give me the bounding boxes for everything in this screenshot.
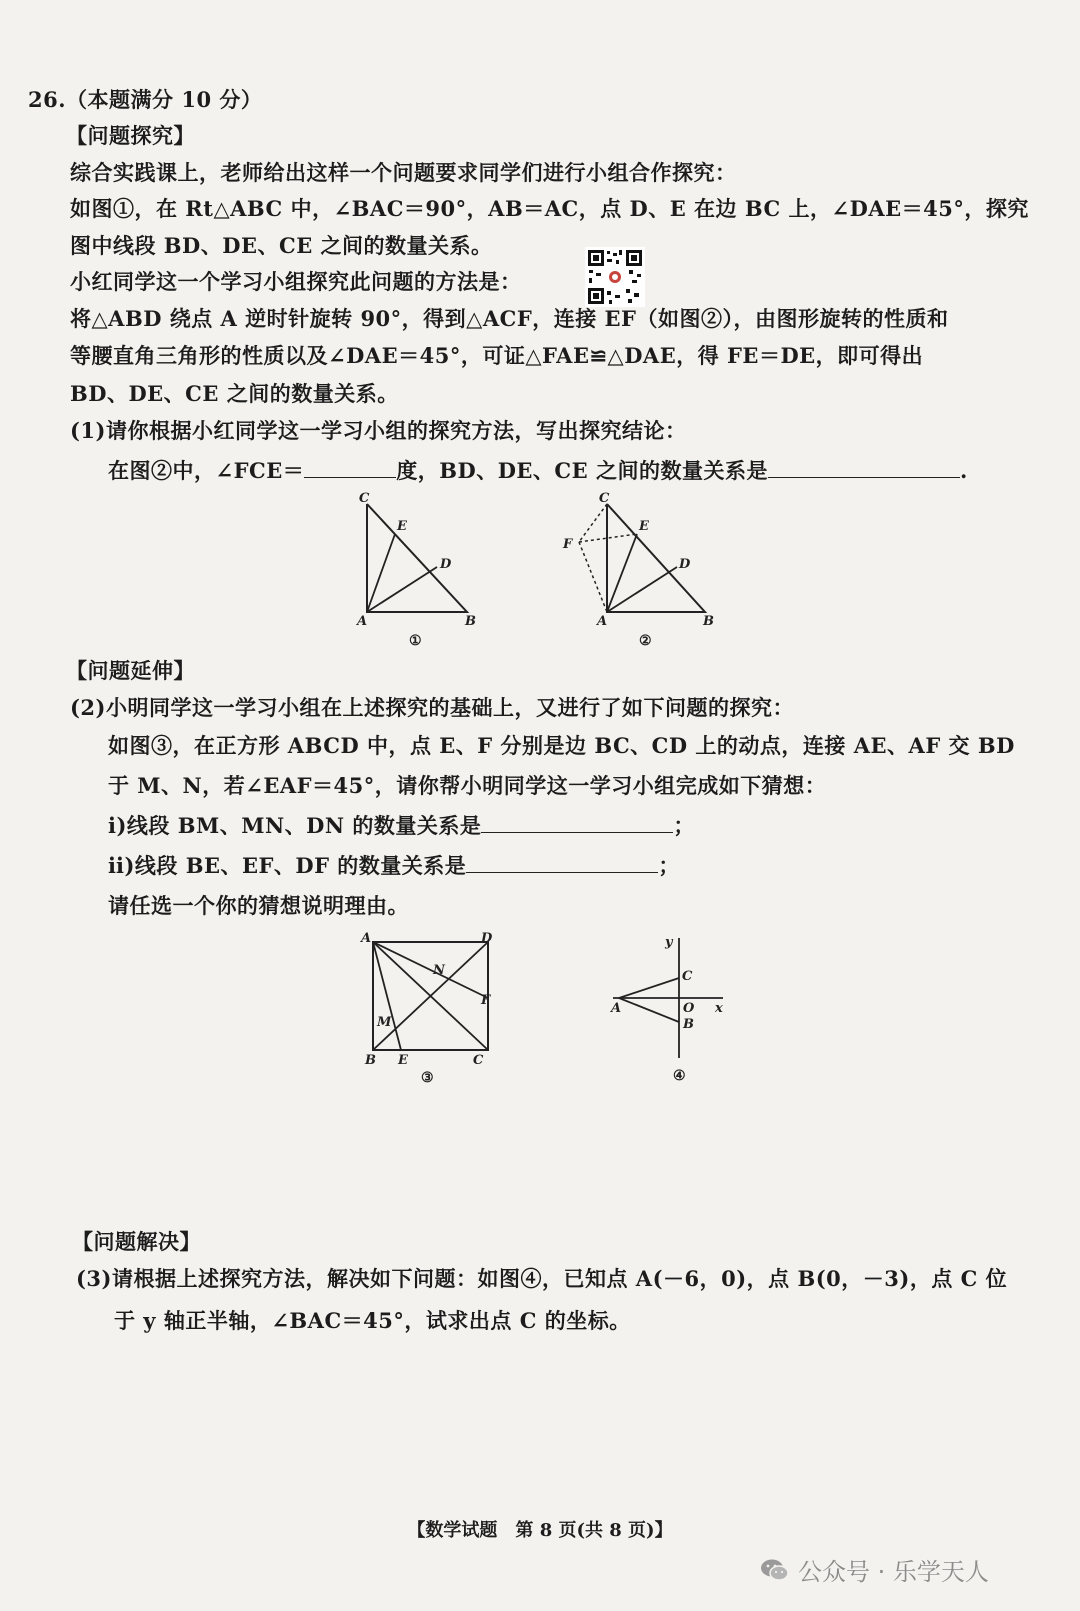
point-label: A <box>361 931 372 946</box>
text-line: 如图①，在 Rt△ABC 中，∠BAC＝90°，AB＝AC，点 D、E 在边 BC 上，∠DAE＝45°，探究 <box>70 196 1029 221</box>
text-span: ； <box>673 813 695 838</box>
text-line: (2)小明同学这一学习小组在上述探究的基础上，又进行了如下问题的探究： <box>70 695 794 720</box>
point-label: B <box>703 614 714 629</box>
figure-caption: ③ <box>421 1070 434 1086</box>
answer-line-1 <box>108 455 968 485</box>
point-label: B <box>465 614 476 629</box>
text-line: 等腰直角三角形的性质以及∠DAE＝45°，可证△FAE≌△DAE，得 FE＝DE，即可得出 <box>70 343 924 368</box>
text-span: ⅰ)线段 BM、MN、DN 的数量关系是 <box>108 813 482 838</box>
text-span: 在图②中，∠FCE＝ <box>108 458 305 483</box>
watermark <box>760 1552 989 1587</box>
text-span: . <box>959 458 968 483</box>
text-line: 将△ABD 绕点 A 逆时针旋转 90°，得到△ACF，连接 EF（如图②），由图形旋转的性质和 <box>70 306 949 331</box>
text-line: 于 M、N，若∠EAF＝45°，请你帮小明同学这一学习小组完成如下猜想： <box>108 773 827 798</box>
watermark-text: 公众号 · 乐学天人 <box>798 1558 989 1586</box>
point-label: N <box>433 963 445 978</box>
figure-4 <box>605 930 735 1089</box>
answer-line-2 <box>108 810 695 840</box>
figure-3 <box>355 930 505 1089</box>
text-span: 度，BD、DE、CE 之间的数量关系是 <box>396 458 768 483</box>
figure-2 <box>555 490 725 654</box>
point-label: C <box>682 969 693 984</box>
point-label: C <box>473 1053 484 1068</box>
answer-blank-relation[interactable] <box>768 457 960 478</box>
text-line: (1)请你根据小红同学这一学习小组的探究方法，写出探究结论： <box>70 418 687 443</box>
point-label: M <box>377 1015 392 1030</box>
answer-blank-bm-mn-dn[interactable] <box>481 812 673 833</box>
figure-1 <box>345 490 495 654</box>
point-label: F <box>563 537 573 552</box>
text-line: 如图③，在正方形 ABCD 中，点 E、F 分别是边 BC、CD 上的动点，连接 AE、AF 交 BD <box>108 733 1015 758</box>
point-label: C <box>599 491 610 506</box>
point-label: F <box>481 993 491 1008</box>
answer-blank-angle[interactable] <box>304 457 396 478</box>
text-line: (3)请根据上述探究方法，解决如下问题：如图④，已知点 A(－6，0)，点 B(0，－3)，点 C 位 <box>76 1266 1008 1291</box>
point-label: E <box>397 519 407 534</box>
axis-label: y <box>665 935 673 950</box>
point-label: B <box>683 1017 694 1032</box>
page-footer: 【数学试题 第 8 页(共 8 页)】 <box>407 1520 673 1541</box>
point-label: B <box>365 1053 376 1068</box>
answer-line-3 <box>108 850 680 880</box>
question-header: 26.（本题满分 10 分） <box>28 87 263 112</box>
section-extend: 【问题延伸】 <box>66 658 195 683</box>
point-label: D <box>440 557 452 572</box>
point-label: A <box>357 614 368 629</box>
figure-caption: ① <box>409 633 422 649</box>
text-line: 综合实践课上，老师给出这样一个问题要求同学们进行小组合作探究： <box>70 160 737 185</box>
section-explore: 【问题探究】 <box>66 123 195 148</box>
axis-label: x <box>715 1001 723 1016</box>
text-line: BD、DE、CE 之间的数量关系。 <box>70 381 399 406</box>
figure-caption: ② <box>639 633 652 649</box>
qr-code-icon <box>585 247 645 307</box>
point-label: A <box>611 1001 622 1016</box>
text-line: 小红同学这一个学习小组探究此问题的方法是： <box>70 269 522 294</box>
point-label: D <box>679 557 691 572</box>
section-solve: 【问题解决】 <box>72 1229 201 1254</box>
text-line: 图中线段 BD、DE、CE 之间的数量关系。 <box>70 233 493 258</box>
text-span: ； <box>658 853 680 878</box>
text-line: 请任选一个你的猜想说明理由。 <box>108 893 409 918</box>
point-label: D <box>481 931 493 946</box>
point-label: E <box>639 519 649 534</box>
figure-caption: ④ <box>673 1068 686 1084</box>
answer-blank-be-ef-df[interactable] <box>466 852 658 873</box>
point-label: E <box>398 1053 408 1068</box>
point-label: A <box>597 614 608 629</box>
text-span: ⅱ)线段 BE、EF、DF 的数量关系是 <box>108 853 467 878</box>
point-label: O <box>683 1001 695 1016</box>
text-line: 于 y 轴正半轴，∠BAC＝45°，试求出点 C 的坐标。 <box>114 1308 631 1333</box>
point-label: C <box>359 491 370 506</box>
wechat-icon <box>760 1558 790 1582</box>
